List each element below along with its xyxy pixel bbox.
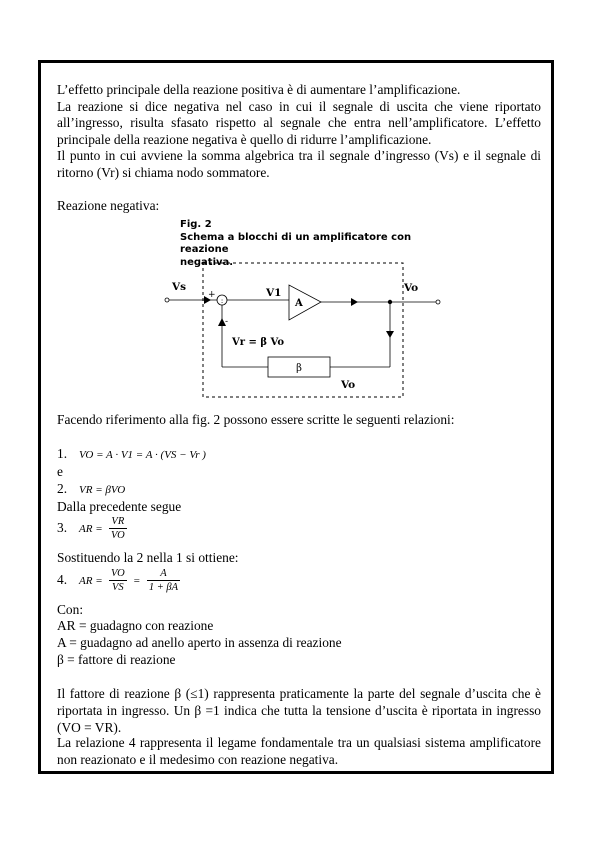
equation-4-fraction-1: [109, 568, 127, 594]
figure-caption-title: Schema a blocchi di un amplificatore con reazione: [180, 231, 412, 255]
equation-2: [57, 481, 125, 498]
equation-4-equals: =: [133, 575, 141, 588]
text-con: Con:: [57, 602, 84, 617]
label-vr: Vr = β Vo: [232, 337, 285, 348]
label-vo-out: Vo: [404, 282, 419, 294]
equation-1-body: VO = A · V1 = A · (VS − Vr ): [79, 449, 206, 461]
equation-1: [57, 446, 206, 463]
definition-ar: AR = guadagno con reazione: [57, 618, 214, 633]
summing-node-sign: :: [220, 297, 224, 305]
equation-3-lhs: AR =: [79, 523, 103, 536]
equation-4-f2-denominator: 1 + βA: [148, 582, 179, 593]
equation-4-number: 4.: [57, 572, 68, 588]
equation-3-fraction: [109, 516, 127, 542]
paragraph-positive-feedback: L’effetto principale della reazione positiva è di aumentare l’amplificazione.: [57, 82, 461, 97]
label-plus: +: [208, 290, 216, 300]
equation-3: [57, 516, 130, 542]
equation-3-number: 3.: [57, 520, 68, 536]
label-v1: V1: [266, 287, 282, 299]
conjunction-e: e: [57, 464, 63, 479]
equation-1-number: 1.: [57, 446, 68, 461]
equation-4-f1-denominator: VS: [111, 582, 124, 593]
relations-intro: Facendo riferimento alla fig. 2 possono essere scritte le seguenti relazioni:: [57, 412, 455, 427]
equation-3-denominator: VO: [110, 530, 125, 541]
label-beta: β: [296, 363, 302, 374]
equation-2-body: VR = βVO: [79, 484, 126, 496]
label-vs: Vs: [172, 281, 187, 293]
paragraph-beta-meaning: Il fattore di reazione β (≤1) rappresenta praticamente la parte del segnale d’uscita che è riportata in ingresso. Un β =1 indica che tutta la tensione d’uscita è riportata in ingresso (VO = VR).: [57, 686, 541, 735]
equation-4-fraction-2: [147, 568, 180, 594]
text-dalla-precedente: Dalla precedente segue: [57, 499, 182, 514]
label-minus: -: [225, 317, 229, 327]
label-a: A: [295, 298, 303, 309]
figure-caption-title-cont: negativa.: [180, 256, 234, 268]
equation-4: [57, 568, 183, 594]
feedback-down-arrow: [386, 331, 394, 338]
equation-4-lhs: AR =: [79, 575, 103, 588]
label-vo-bottom: Vo: [341, 379, 356, 391]
equation-3-numerator: VR: [109, 516, 127, 529]
text-sostituendo: Sostituendo la 2 nella 1 si ottiene:: [57, 550, 239, 565]
equation-2-number: 2.: [57, 481, 68, 496]
amplifier-triangle: [289, 285, 321, 320]
output-arrow-mid: [351, 298, 358, 306]
equation-4-f1-numerator: VO: [110, 568, 125, 579]
definition-a: A = guadagno ad anello aperto in assenza di reazione: [57, 635, 342, 650]
paragraph-negative-definition: La reazione si dice negativa nel caso in cui il segnale di uscita che viene riportato all’ingresso, risulta sfasato rispetto al segnale che entra nell’amplificatore. L’effetto principale della reazione negativa è quello di ridurre l’amplificazione.: [57, 98, 541, 147]
equation-4-f2-numerator: A: [147, 568, 180, 581]
figure-caption-number: Fig. 2: [180, 219, 212, 230]
paragraph-conclusion: La relazione 4 rappresenta il legame fondamentale tra un qualsiasi sistema amplificatore non reazionato e il medesimo con reazione negativa.: [57, 735, 541, 767]
input-terminal: [165, 298, 169, 302]
paragraph-summing-node: Il punto in cui avviene la somma algebrica tra il segnale d’ingresso (Vs) e il segnale di ritorno (Vr) si chiama nodo sommatore.: [57, 148, 541, 180]
definition-beta: β = fattore di reazione: [57, 652, 176, 667]
output-terminal: [436, 300, 440, 304]
heading-negative-feedback: Reazione negativa:: [57, 198, 160, 213]
